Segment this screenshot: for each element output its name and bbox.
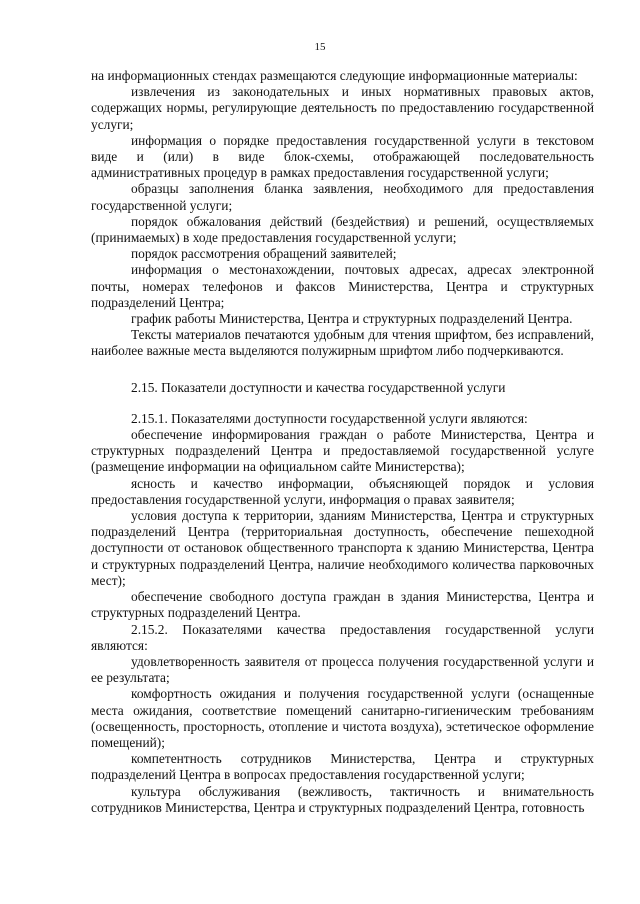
subsection-heading: 2.15.2. Показателями качества предоставления государственной услуги являются: xyxy=(91,621,594,653)
list-item: комфортность ожидания и получения государственной услуги (оснащенные места ожидания, соответствие помещений санитарно-гигиеническим требованиям (освещенность, просторность, отопление и чистота воздуха), эстетическое оформление помещений); xyxy=(91,686,594,750)
list-item: образцы заполнения бланка заявления, необходимого для предоставления государственной услуги; xyxy=(91,181,594,213)
list-item: обеспечение свободного доступа граждан в здания Министерства, Центра и структурных подразделений Центра. xyxy=(91,589,594,621)
paragraph: Тексты материалов печатаются удобным для чтения шрифтом, без исправлений, наиболее важные места выделяются полужирным шрифтом либо подчеркиваются. xyxy=(91,327,594,359)
list-item: ясность и качество информации, объясняющей порядок и условия предоставления государственной услуги, информация о правах заявителя; xyxy=(91,475,594,507)
list-item: извлечения из законодательных и иных нормативных правовых актов, содержащих нормы, регулирующие деятельность по предоставлению государственной услуги; xyxy=(91,84,594,132)
list-item: график работы Министерства, Центра и структурных подразделений Центра. xyxy=(131,311,573,327)
list-item: культура обслуживания (вежливость, тактичность и внимательность сотрудников Министерства, Центра и структурных подразделений Центра, готовность xyxy=(91,783,594,815)
list-item: информация о местонахождении, почтовых адресах, адресах электронной почты, номерах телефонов и факсов Министерства, Центра и структурных подразделений Центра; xyxy=(91,262,594,310)
list-item: информация о порядке предоставления государственной услуги в текстовом виде и (или) в виде блок-схемы, отображающей последовательность административных процедур в рамках предоставления государственной услуги; xyxy=(91,132,594,181)
list-item: порядок рассмотрения обращений заявителей; xyxy=(131,246,397,262)
list-item: порядок обжалования действий (бездействия) и решений, осуществляемых (принимаемых) в ходе предоставления государственной услуги; xyxy=(91,213,594,246)
spacer xyxy=(91,360,594,380)
list-item: компетентность сотрудников Министерства, Центра и структурных подразделений Центра в вопросах предоставления государственной услуги; xyxy=(91,751,594,783)
document-body xyxy=(91,68,594,816)
list-item: обеспечение информирования граждан о работе Министерства, Центра и структурных подразделений Центра и предоставляемой государственной услуге (размещение информации на официальном сайте Министерства); xyxy=(91,427,594,475)
paragraph: на информационных стендах размещаются следующие информационные материалы: xyxy=(91,68,578,83)
spacer xyxy=(91,396,594,411)
list-item: условия доступа к территории, зданиям Министерства, Центра и структурных подразделений Центра (территориальная доступность, обеспечение пешеходной доступности от остановок общественного транспорта к зданию Министерства, Центра и структурных подразделений Центра, наличие необходимого количества парковочных мест); xyxy=(91,508,594,588)
page-number: 15 xyxy=(314,41,326,53)
section-heading: 2.15. Показатели доступности и качества государственной услуги xyxy=(131,379,506,395)
subsection-heading: 2.15.1. Показателями доступности государственной услуги являются: xyxy=(131,410,528,426)
list-item: удовлетворенность заявителя от процесса получения государственной услуги и ее результата; xyxy=(91,653,594,686)
